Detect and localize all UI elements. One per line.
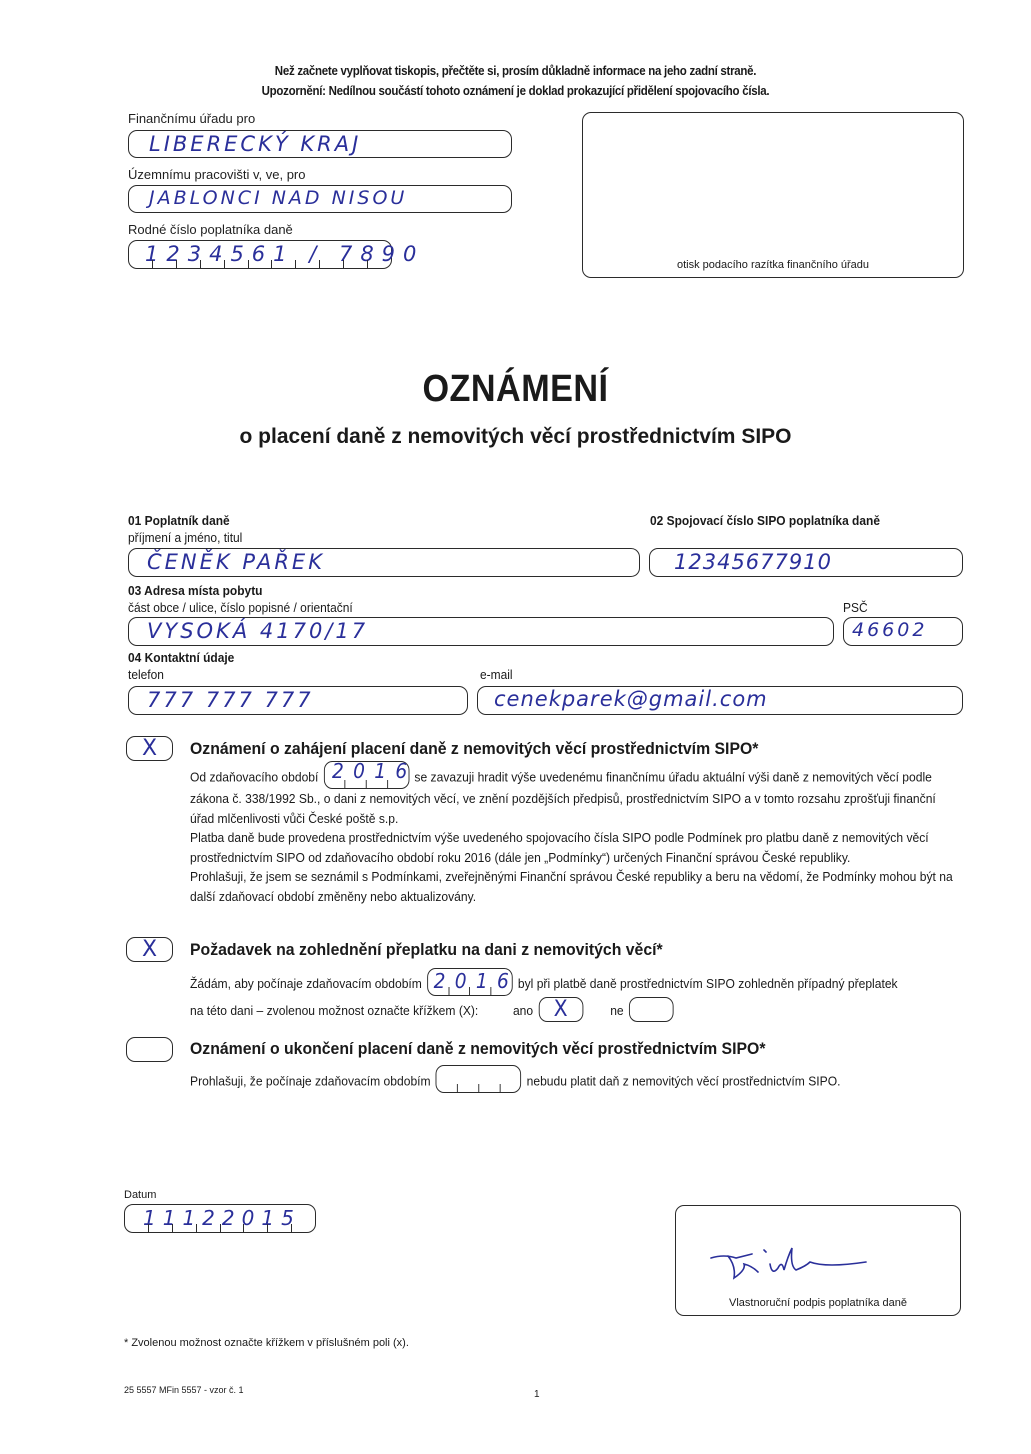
signature-image [706, 1236, 876, 1286]
adresa-field[interactable] [128, 617, 834, 646]
notice-line-1: Než začnete vyplňovat tiskopis, přečtěte si, prosím důkladně informace na jeho zadní straně. [274, 64, 757, 78]
f03-label: 03 Adresa místa pobytu [128, 583, 263, 598]
adresa-value: VYSOKÁ 4170/17 [147, 619, 369, 643]
datum-label: Datum [124, 1189, 157, 1201]
start-text2: Platba daně bude provedena prostřednictvím výše uvedeného spojovacího čísla SIPO podle Podmínek pro platbu daně z nemovitých věcí prostřednictvím SIPO od zdaňovacího období roku 2016 (dále jen „Podmínky“) určených Finanční správou České republiky. [190, 830, 929, 865]
telefon-label: telefon [128, 667, 164, 682]
poplatnik-value: ČENĚK PAŘEK [147, 550, 325, 574]
ano-label: ano [512, 1003, 534, 1018]
page-number: 1 [534, 1389, 540, 1400]
overpayment-checkbox[interactable]: X [126, 937, 173, 962]
sipo-value: 12345677910 [674, 550, 832, 574]
ne-checkbox[interactable] [629, 997, 674, 1022]
start-checkbox[interactable]: X [126, 736, 173, 761]
email-value: cenekparek@gmail.com [494, 687, 768, 711]
start-period-value: 2016 [331, 759, 417, 783]
f01-sublabel: příjmení a jméno, titul [128, 530, 243, 545]
stamp-label: otisk podacího razítka finančního úřadu [676, 259, 869, 271]
notice-line-2: Upozornění: Nedílnou součástí tohoto oznámení je doklad prokazující přidělení spojovacího čísla. [261, 84, 770, 98]
overpayment-text2: na této dani – zvolenou možnost označte křížkem (X): [190, 1003, 479, 1018]
end-text [190, 1071, 960, 1093]
f03-sublabel: část obce / ulice, číslo popisné / orientační [128, 600, 353, 615]
overpayment-text [190, 968, 960, 1023]
end-text1: nebudu platit daň z nemovitých věcí prostřednictvím SIPO. [526, 1073, 841, 1089]
rodne-cislo-value: 1234561 / 7890 [145, 242, 425, 266]
start-period-field[interactable] [324, 759, 417, 789]
start-lead: Od zdaňovacího období [190, 769, 319, 785]
poplatnik-field[interactable] [128, 548, 640, 577]
start-text3: Prohlašuji, že jsem se seznámil s Podmínkami, zveřejněnými Finanční správou České republiky a beru na vědomí, že Podmínky mohou být na další zdaňovací období změněny nebo aktualizovány. [190, 869, 953, 904]
overpayment-period-field[interactable] [427, 968, 519, 996]
ne-label: ne [610, 1003, 624, 1018]
psc-value: 46602 [852, 619, 928, 641]
end-period-field[interactable] [436, 1065, 522, 1093]
ano-checkbox[interactable]: X [538, 997, 583, 1022]
sipo-field[interactable] [649, 548, 963, 577]
pracoviste-label: Územnímu pracovišti v, ve, pro [128, 167, 306, 182]
page-title: OZNÁMENÍ [422, 368, 609, 410]
f04-label: 04 Kontaktní údaje [128, 650, 235, 665]
psc-label: PSČ [843, 600, 868, 615]
overpayment-text1: byl při platbě daně prostřednictvím SIPO zohledněn případný přeplatek [517, 976, 898, 991]
telefon-value: 777 777 777 [147, 688, 314, 712]
financni-urad-value: LIBERECKÝ KRAJ [149, 132, 362, 156]
overpayment-title: Požadavek na zohlednění přeplatku na dani z nemovitých věcí* [190, 940, 663, 959]
datum-field[interactable] [124, 1204, 316, 1233]
end-lead: Prohlašuji, že počínaje zdaňovacím obdobím [190, 1073, 431, 1089]
start-text [190, 759, 960, 906]
email-field[interactable] [477, 686, 963, 715]
datum-value: 11122015 [143, 1206, 301, 1230]
page-subtitle: o placení daně z nemovitých věcí prostřednictvím SIPO [239, 425, 792, 448]
stamp-box [582, 112, 964, 278]
overpayment-period-value: 2016 [433, 968, 519, 993]
telefon-field[interactable] [128, 686, 468, 715]
start-text1: se zavazuji hradit výše uvedenému finančnímu úřadu aktuální výši daně z nemovitých věcí podle zákona č. 338/1992 Sb., o dani z nemovitých věcí, ve znění pozdějších předpisů, prostřednictvím SIPO a v tomto rozsahu zprošťuji finanční úřad mlčenlivosti vůči České poště s.p. [190, 769, 936, 826]
f02-label: 02 Spojovací číslo SIPO poplatníka daně [650, 513, 880, 528]
email-label: e-mail [480, 667, 513, 682]
end-title: Oznámení o ukončení placení daně z nemovitých věcí prostřednictvím SIPO* [190, 1039, 766, 1058]
overpayment-lead: Žádám, aby počínaje zdaňovacím obdobím [190, 976, 422, 991]
end-checkbox[interactable] [126, 1037, 173, 1062]
form-code: 25 5557 MFin 5557 - vzor č. 1 [124, 1385, 244, 1395]
signature-label: Vlastnoruční podpis poplatníka daně [729, 1297, 907, 1309]
footnote: * Zvolenou možnost označte křížkem v příslušném poli (x). [124, 1337, 409, 1349]
f01-label: 01 Poplatník daně [128, 513, 230, 528]
financni-urad-field[interactable] [128, 130, 512, 158]
financni-urad-label: Finančnímu úřadu pro [128, 111, 256, 126]
start-title: Oznámení o zahájení placení daně z nemovitých věcí prostřednictvím SIPO* [190, 739, 759, 758]
signature-box[interactable] [675, 1205, 961, 1316]
pracoviste-field[interactable] [128, 185, 512, 213]
pracoviste-value: JABLONCI NAD NISOU [149, 187, 408, 209]
rodne-cislo-field[interactable] [128, 240, 425, 269]
rodne-cislo-label: Rodné číslo poplatníka daně [128, 222, 293, 237]
psc-field[interactable] [843, 617, 963, 646]
